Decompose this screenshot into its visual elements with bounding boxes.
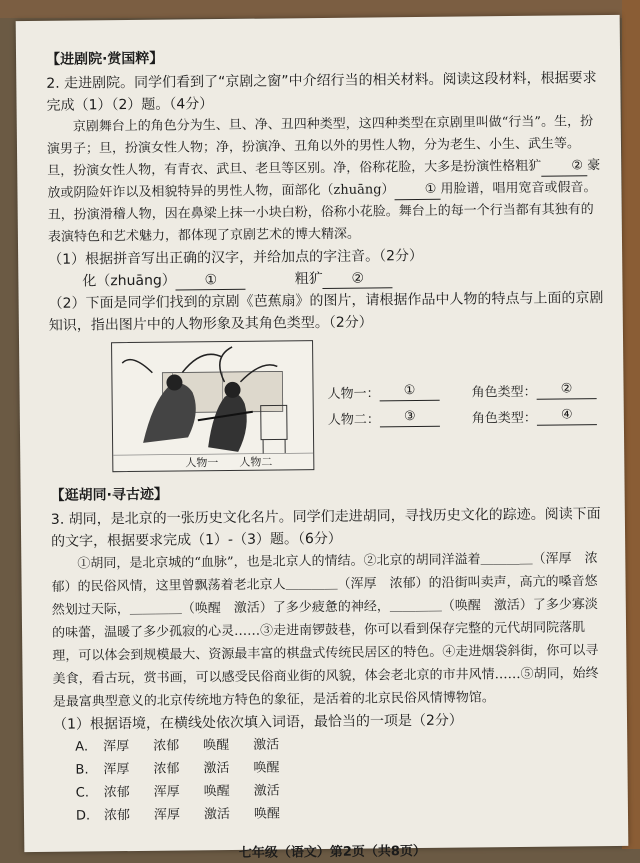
option-letter: A.: [75, 735, 103, 758]
q3-sub1: （1）根据语境，在横线处依次填入词语，最恰当的一项是（2分）: [53, 708, 609, 736]
figure-caption-1: 人物一: [185, 454, 218, 470]
item-a-blank[interactable]: ①: [176, 271, 246, 291]
person-2-label: 人物二：: [328, 408, 380, 428]
blank-2[interactable]: ②: [541, 157, 587, 176]
figure-caption-2: 人物二: [239, 454, 272, 470]
section-title-theater: 【进剧院·赏国粹】: [46, 43, 602, 69]
opera-illustration: [111, 340, 314, 472]
person-1-blank[interactable]: ①: [379, 381, 439, 401]
question-3-stem: [51, 503, 607, 553]
option-word: 激活: [203, 757, 253, 781]
option-word: 浓郁: [104, 781, 154, 805]
hutong-passage: ①胡同，是北京城的“血脉”，也是北京人的情结。②北京的胡同洋溢着＿＿＿＿（浑厚 浓郁）的民俗风情，这里曾飘荡着老北京人＿＿＿＿（浑厚 浓郁）的沿街叫卖声，高亢的嗓音悠然划过天际，＿＿＿＿（唤醒 激活）了多少疲惫的神经，＿＿＿＿（唤醒 激活）了多少寡淡的味蕾，温暖了多少孤寂的心灵……③走进南锣鼓巷，你可以看到保存完整的元代胡同院落肌理，可以体会到规模最大、资源最丰富的棋盘式传统民居区的特色。④走进烟袋斜街，你可以寻美食，看古玩，赏书画，可以感受民俗商业街的风貌，体会老北京的市井风情……⑤胡同，始终是最富典型意义的北京传统地方特色的象征，是活着的北京民俗风情博物馆。: [51, 547, 609, 714]
passage-part-1: 京剧舞台上的角色分为生、旦、净、丑四种类型，这四种类型在京剧里叫做“行当”。生，扮演男子；旦，扮演女性人物；净，扮演净、丑角以外的男性人物，分为老生、小生、武生等。旦，扮演女性人物，有青衣、武旦、老旦等区别。净，俗称花脸，大多是扮演性格粗犷: [47, 114, 593, 179]
option-word: 唤醒: [253, 756, 303, 780]
item-b-blank[interactable]: ②: [323, 269, 393, 289]
option-word: 浓郁: [104, 804, 154, 828]
option-word: 唤醒: [254, 802, 304, 826]
item-b-prefix: 粗犷: [295, 271, 323, 287]
question-2-stem: [46, 67, 602, 117]
person-1-label: 人物一：: [327, 382, 379, 402]
option-word: 激活: [204, 803, 254, 827]
opera-passage: [47, 111, 604, 249]
option-letter: C.: [76, 781, 104, 804]
passage-part-3: 用脸谱，唱用宽音或假音。丑，扮演滑稽人物，因在鼻梁上抹一小块白粉，俗称小花脸。舞台上的每一个行当都有其独有的表演特色和艺术魅力，都体现了京剧艺术的博大精深。: [48, 180, 597, 245]
question-number: 3.: [51, 512, 65, 528]
person-2-blank[interactable]: ③: [380, 407, 440, 427]
option-letter: D.: [76, 804, 104, 827]
option-d[interactable]: [76, 799, 610, 828]
exam-paper: [16, 15, 629, 852]
option-letter: B.: [75, 758, 103, 781]
figure-row: [49, 337, 606, 473]
question-number: 2.: [46, 76, 60, 92]
section-title-hutong: 【逛胡同·寻古迹】: [51, 479, 607, 505]
option-word: 浓郁: [153, 734, 203, 758]
question-text: 走进剧院。同学们看到了“京剧之窗”中介绍行当的相关材料。阅读这段材料，根据要求完成（1）（2）题。（4分）: [46, 70, 596, 114]
option-word: 浑厚: [103, 758, 153, 782]
option-word: 唤醒: [204, 780, 254, 804]
page-content: [46, 37, 611, 863]
passage-part-2: 豪放或阴险奸诈以及相貌特异的男性人物，面部化（zhuāng）: [47, 158, 600, 201]
role-1-blank[interactable]: ②: [536, 380, 596, 400]
q2-sub1: （1）根据拼音写出正确的汉字，并给加点的字注音。（2分）: [48, 243, 604, 271]
opera-scene-image: [112, 341, 313, 471]
answer-line-1: [327, 376, 596, 405]
q2-sub2: （2）下面是同学们找到的京剧《芭蕉扇》的图片，请根据作品中人物的特点与上面的京剧知识，指出图片中的人物形象及其角色类型。（2分）: [49, 287, 605, 337]
option-word: 浓郁: [153, 757, 203, 781]
item-a-prefix: 化（zhuāng）: [82, 273, 176, 290]
question-text: 胡同，是北京的一张历史文化名片。同学们走进胡同，寻找历史文化的踪迹。阅读下面的文字，根据要求完成（1）-（3）题。（6分）: [51, 506, 601, 550]
choice-options: [75, 730, 610, 828]
answer-line-2: [328, 402, 597, 431]
role-2-label: 角色类型：: [472, 406, 537, 426]
role-1-label: 角色类型：: [471, 380, 536, 400]
page-footer: 七年级（语文）第2页（共8页）: [54, 838, 610, 863]
option-word: 浑厚: [103, 735, 153, 759]
option-word: 浑厚: [154, 803, 204, 827]
figure-answers: [327, 376, 597, 431]
option-word: 浑厚: [154, 780, 204, 804]
option-word: 激活: [254, 779, 304, 803]
option-word: 唤醒: [203, 734, 253, 758]
role-2-blank[interactable]: ④: [537, 406, 597, 426]
option-word: 激活: [253, 733, 303, 757]
blank-1[interactable]: ①: [394, 181, 440, 200]
